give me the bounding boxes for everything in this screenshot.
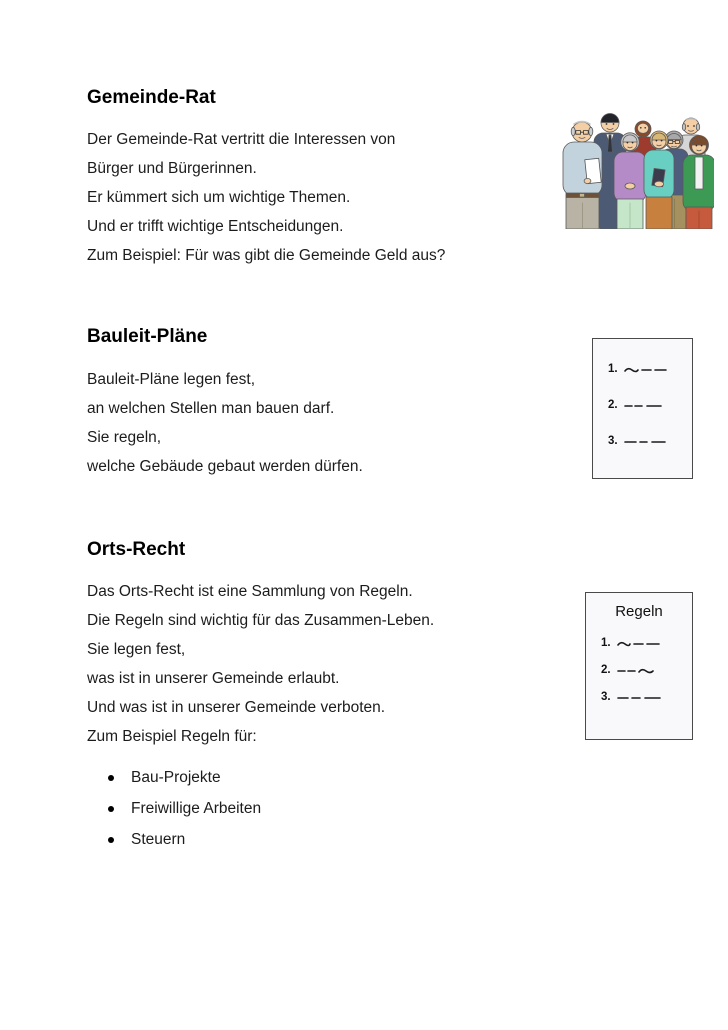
- text-line: welche Gebäude gebaut werden dürfen.: [87, 458, 363, 475]
- scribble-line-icon: [623, 365, 671, 374]
- doc-list-item: [601, 664, 666, 676]
- scribble-line-icon: [623, 401, 671, 410]
- list-item-label: Steuern: [131, 830, 186, 848]
- doc-list-item: [608, 435, 671, 447]
- list-item: [108, 793, 261, 824]
- text-line: Zum Beispiel: Für was gibt die Gemeinde Geld aus?: [87, 247, 446, 264]
- text-line: Zum Beispiel Regeln für:: [87, 728, 257, 745]
- text-line: Sie legen fest,: [87, 641, 186, 658]
- list-item-label: Freiwillige Arbeiten: [131, 799, 262, 817]
- text-line: an welchen Stellen man bauen darf.: [87, 400, 335, 417]
- doc-item-number: 1.: [601, 637, 611, 649]
- list-item-label: Bau-Projekte: [131, 768, 221, 786]
- people-group-icon: [558, 111, 714, 229]
- text-line: Das Orts-Recht ist eine Sammlung von Regeln.: [87, 583, 413, 600]
- rules-document-illustration: [585, 592, 693, 740]
- text-line: Und er trifft wichtige Entscheidungen.: [87, 218, 344, 235]
- doc-item-number: 1.: [608, 363, 618, 375]
- scribble-line-icon: [623, 437, 671, 446]
- examples-bullet-list: [108, 762, 261, 855]
- list-item: [108, 824, 261, 855]
- paragraph-bauleit-plaene: [87, 365, 363, 481]
- scribble-line-icon: [616, 693, 666, 702]
- text-line: Er kümmert sich um wichtige Themen.: [87, 189, 351, 206]
- paragraph-gemeinde-rat: [87, 125, 445, 270]
- scribble-line-icon: [616, 639, 666, 648]
- doc-item-number: 3.: [608, 435, 618, 447]
- doc-list-item: [601, 637, 666, 649]
- list-item: [108, 762, 261, 793]
- doc-list-item: [601, 691, 666, 703]
- doc-item-number: 2.: [601, 664, 611, 676]
- scribble-line-icon: [616, 666, 666, 675]
- doc-list-item: [608, 399, 671, 411]
- section-heading-gemeinde-rat: Gemeinde-Rat: [87, 87, 216, 108]
- text-line: Der Gemeinde-Rat vertritt die Interessen von: [87, 131, 396, 148]
- doc-item-number: 3.: [601, 691, 611, 703]
- council-members-group-illustration: [558, 111, 714, 229]
- text-line: Bauleit-Pläne legen fest,: [87, 371, 256, 388]
- bullet-icon: [108, 806, 114, 812]
- text-line: was ist in unserer Gemeinde erlaubt.: [87, 670, 340, 687]
- bullet-icon: [108, 837, 114, 843]
- paragraph-orts-recht: [87, 577, 434, 751]
- doc-item-number: 2.: [608, 399, 618, 411]
- text-line: Bürger und Bürgerinnen.: [87, 160, 257, 177]
- text-line: Die Regeln sind wichtig für das Zusammen-Leben.: [87, 612, 435, 629]
- section-heading-bauleit-plaene: Bauleit-Pläne: [87, 326, 208, 347]
- text-line: Sie regeln,: [87, 429, 162, 446]
- bullet-icon: [108, 775, 114, 781]
- section-heading-orts-recht: Orts-Recht: [87, 539, 186, 560]
- text-line: Und was ist in unserer Gemeinde verboten.: [87, 699, 386, 716]
- doc-list-item: [608, 363, 671, 375]
- rules-document-title: Regeln: [615, 603, 663, 620]
- numbered-list-document-illustration: [592, 338, 693, 479]
